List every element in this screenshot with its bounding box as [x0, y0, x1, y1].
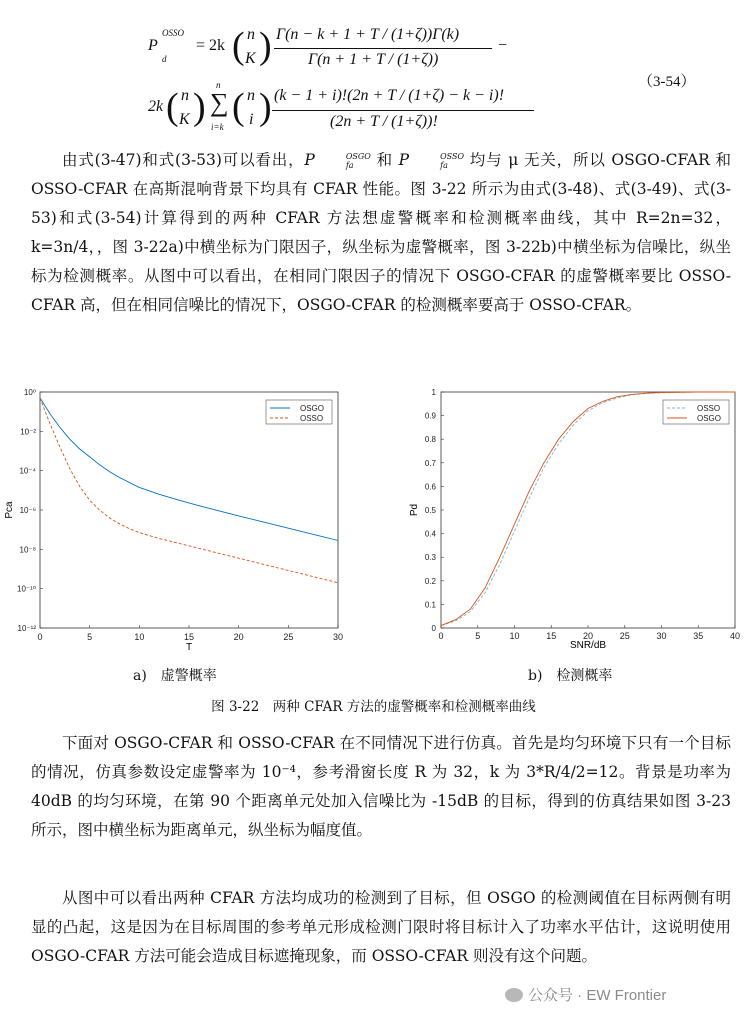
eq-lhs-sub: d	[162, 54, 167, 64]
plot-a-xtick-label: 20	[233, 632, 244, 642]
plot-b-xtick-label: 15	[546, 631, 557, 641]
eq2-sum: ∑	[210, 88, 229, 117]
plot-b-ytick-label: 0.1	[424, 600, 436, 610]
p1-sym1: P OSGO fa	[304, 151, 371, 170]
plot-b-xtick-label: 5	[475, 631, 481, 641]
figure-caption: 图 3-22 两种 CFAR 方法的虚警概率和检测概率曲线	[211, 699, 536, 715]
plot-a-ytick-label: 10⁻⁸	[19, 545, 36, 555]
plot-a-ytick-label: 10⁻⁴	[19, 466, 36, 476]
eq2-coeff: 2k	[148, 98, 164, 115]
plot-a-xlabel: T	[185, 642, 193, 652]
chart-detection	[393, 380, 747, 652]
eq2-frac2-num: (k − 1 + i)!(2n + T / (1+ζ) − k − i)!	[274, 87, 505, 104]
eq2-binom2-top: n	[247, 87, 255, 104]
eq-binom-top: n	[247, 26, 255, 43]
eq2-binom-top: n	[181, 87, 189, 104]
watermark: 公众号 · EW Frontier	[505, 984, 666, 1005]
plot-b-ytick-label: 0.6	[424, 482, 436, 492]
plot-a-ytick-label: 10⁰	[23, 388, 36, 397]
plot-a-ytick-label: 10⁻²	[20, 427, 36, 437]
equation-line1: P OSSO d = 2k ( n K ) Γ(n − k + 1 + T / (1+ζ))Γ(k) Γ(n + 1 + T / (1+ζ)) −	[148, 25, 508, 68]
plot-b-ytick-label: 0.4	[424, 529, 436, 539]
plot-a-xtick-label: 0	[37, 632, 43, 642]
plot-b-ytick-label: 0.8	[424, 435, 436, 445]
eq-lhs: P	[148, 37, 158, 54]
plot-b-xlabel: SNR/dB	[569, 640, 607, 651]
plot-b-xtick-label: 10	[509, 631, 520, 641]
paragraph-1	[31, 146, 731, 320]
eq-frac1-num: Γ(n − k + 1 + T / (1+ζ))Γ(k)	[276, 26, 460, 43]
subcaption-a: a) 虚警概率	[133, 668, 217, 684]
equation-line2: 2k ( n K ) n ∑ i=k ( n i ) (k − 1 + i)!(2n + T / (1+ζ) − k − i)! (2n + T / (1+ζ))!	[148, 82, 628, 140]
paragraph-2	[31, 729, 731, 845]
plot-b-xtick-label: 30	[656, 631, 667, 641]
plot-b-ytick-label: 0.2	[424, 576, 436, 586]
eq-rhs-coeff: = 2k	[196, 37, 226, 54]
plot-a-xtick-label: 25	[283, 632, 294, 642]
plot-b-xtick-label: 40	[729, 631, 741, 641]
plot-b-ytick-label: 0.7	[424, 458, 436, 468]
eq-minus: −	[498, 37, 508, 54]
plot-a-xtick-label: 15	[183, 632, 195, 642]
p1-and: 和	[370, 151, 399, 169]
eq-lhs-sup: OSSO	[162, 28, 184, 38]
subcaption-b: b) 检测概率	[528, 668, 613, 684]
plot-a-xtick-label: 10	[134, 632, 145, 642]
plot-a-frame	[40, 392, 338, 628]
paragraph-3	[31, 884, 731, 971]
plot-b-ytick-label: 0.9	[424, 411, 436, 421]
p1-text-b: 均与 μ 无关，所以 OSGO-CFAR 和 OSSO-CFAR 在高斯混响背景下均具有 CFAR 性能。图 3-22 所示为由式(3-48)、式(3-49)、式(3-53)和式(3-54)计算得到的两种 CFAR 方法想虚警概率和检测概率曲线，其中 R=2n=32，k=3n/4，，图 3-22a)中横坐标为门限因子，纵坐标为虚警概率，图 3-22b)中横坐标为信噪比，纵坐标为检测概率。从图中可以看出，在相同门限因子的情况下 OSGO-CFAR 的虚警概率要比 OSSO-CFAR 高，但在相同信噪比的情况下，OSGO-CFAR 的检测概率要高于 OSSO-CFAR。	[31, 151, 731, 314]
plot-b-ylabel: Pd	[409, 503, 420, 517]
eq2-frac2-bar	[272, 110, 534, 111]
plot-b-ytick-label: 0	[431, 624, 436, 633]
eq2-binom2-bottom: i	[249, 111, 254, 128]
plot-a-ytick-label: 10⁻¹²	[17, 624, 36, 633]
eq-frac1-bar	[274, 48, 492, 49]
plot-a-xtick-label: 30	[332, 632, 344, 642]
p2-text: 下面对 OSGO-CFAR 和 OSSO-CFAR 在不同情况下进行仿真。首先是均匀环境下只有一个目标的情况，仿真参数设定虚警率为 10⁻⁴，参考滑窗长度 R 为 32，k 为 3*R/4/2=12。背景是功率为 40dB 的均匀环境，在第 90 个距离单元处加入信噪比为 -15dB 的目标，得到的仿真结果如图 3-23 所示，图中横坐标为距离单元，纵坐标为幅度值。	[31, 734, 731, 839]
equation-number: （3-54）	[638, 74, 696, 90]
plot-a-ytick-label: 10⁻¹⁰	[17, 584, 36, 594]
p3-text: 从图中可以看出两种 CFAR 方法均成功的检测到了目标，但 OSGO 的检测阈值在目标两侧有明显的凸起，这是因为在目标周围的参考单元形成检测门限时将目标计入了功率水平估计，这说明使用 OSGO-CFAR 方法可能会造成目标遮掩现象，而 OSSO-CFAR 则没有这个问题。	[31, 889, 731, 965]
plot-a-legend-label: OSGO	[300, 404, 325, 413]
plot-a-ytick-label: 10⁻⁶	[19, 506, 36, 515]
plot-b-legend-label: OSGO	[697, 414, 722, 423]
wechat-icon	[505, 988, 523, 1002]
plot-b-legend-label: OSSO	[697, 404, 721, 413]
eq-frac1-den: Γ(n + 1 + T / (1+ζ))	[308, 51, 439, 68]
eq-binom-bottom: K	[245, 50, 256, 67]
eq2-binom-bottom: K	[179, 111, 190, 128]
plot-b-xtick-label: 20	[582, 631, 594, 641]
eq2-frac2-den: (2n + T / (1+ζ))!	[330, 113, 438, 130]
plot-b-ytick-label: 1	[431, 388, 436, 397]
plot-b-xtick-label: 35	[693, 631, 704, 641]
eq2-sum-bottom: i=k	[211, 122, 224, 132]
plot-b-xtick-label: 25	[619, 631, 630, 641]
eq2-sum-top: n	[216, 80, 221, 90]
p1-sym2: P OSSO fa	[398, 151, 465, 170]
plot-a-ylabel: Pca	[4, 501, 15, 519]
plot-b-xtick-label: 0	[438, 631, 444, 641]
plot-a-xtick-label: 5	[87, 632, 93, 642]
plot-b-ytick-label: 0.5	[424, 506, 436, 515]
plot-a-legend-label: OSSO	[300, 414, 324, 423]
p1-text-a: 由式(3-47)和式(3-53)可以看出，	[62, 151, 305, 169]
chart-false-alarm	[0, 380, 355, 652]
plot-b-ytick-label: 0.3	[424, 553, 436, 563]
